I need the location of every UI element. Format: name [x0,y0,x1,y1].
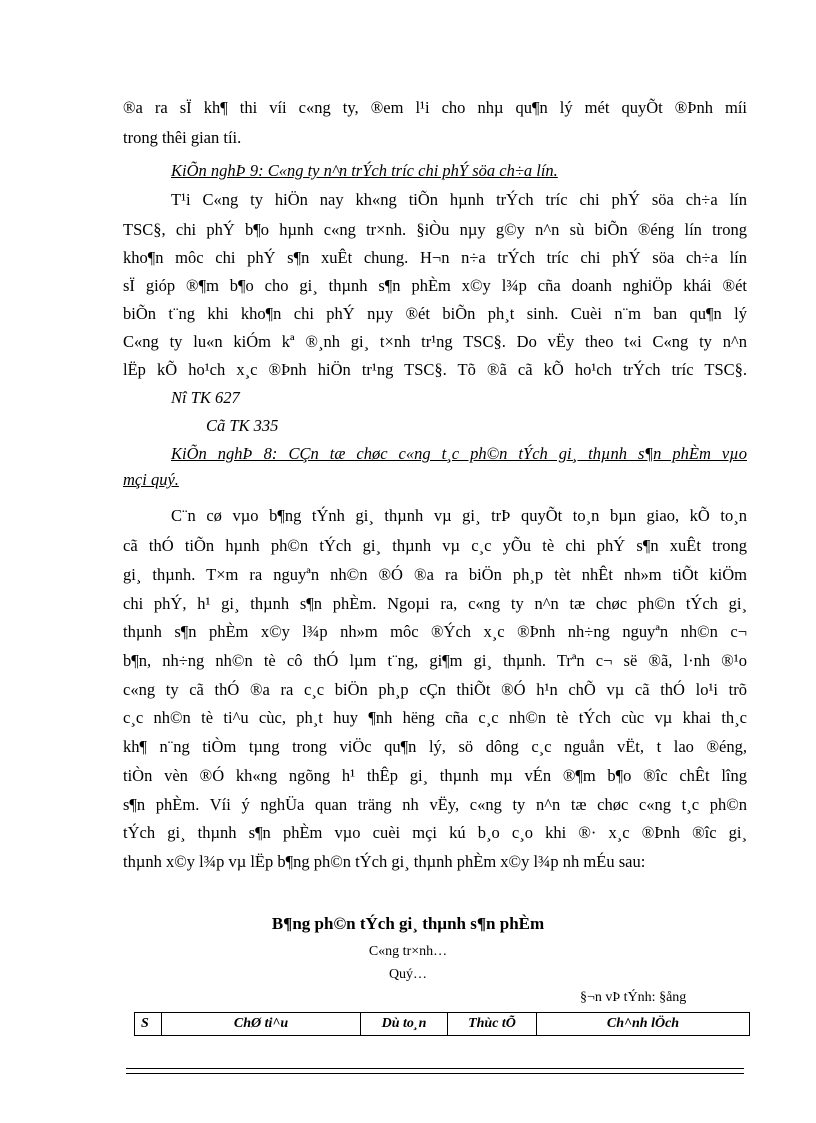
header-cell-item: ChØ ti^u [162,1013,361,1036]
paragraph-line: T¹i C«ng ty hiÖn nay kh«ng tiÕn hµnh trÝch tríc chi phÝ söa ch÷a lín [171,190,747,209]
recommendation-8-heading-cont: mçi quý. [123,470,179,489]
paragraph-line: C«ng ty lu«n kiÓm kª ®¸nh gi¸ t×nh tr¹ng TSC§. Do vËy theo t«i C«ng ty n^n [123,332,747,351]
project-label: C«ng tr×nh… [368,944,448,959]
paragraph-line: kh¶ n¨ng tiÒm tµng trong viÖc qu¶n lý, sö dông c¸c nguån vËt, t lao ®éng, [123,737,747,756]
quarter-label: Quý… [388,967,428,982]
paragraph-line: s¶n phÈm. Víi ý nghÜa quan träng nh vËy, c«ng ty n^n tæ chøc c«ng t¸c ph©n [123,795,747,814]
journal-entry-debit: Nî TK 627 [171,388,240,407]
header-cell-index: S [135,1013,162,1036]
paragraph-line: sÏ gióp ®¶m b¶o cho gi¸ thµnh s¶n phÈm x©y l¾p cña doanh nghiÖp khái ®ét [123,276,747,295]
table-title: B¶ng ph©n tÝch gi¸ thµnh s¶n phÈm [271,914,545,933]
paragraph-line: trong thêi gian tíi. [123,128,242,147]
paragraph-line: c«ng ty cã thÓ ®a ra c¸c biÖn ph¸p cÇn thiÕt ®Ó h¹n chÕ vµ cã thÓ lo¹i trõ [123,680,747,699]
recommendation-8-heading: KiÕn nghÞ 8: CÇn tæ chøc c«ng t¸c ph©n tÝch gi¸ thµnh s¶n phÈm vµo [171,444,747,463]
paragraph-line: chi phÝ, h¹ gi¸ thµnh s¶n phÈm. Ngoµi ra, c«ng ty n^n tæ chøc ph©n tÝch gi¸ [123,594,747,613]
paragraph-line: biÕn t¨ng khi kho¶n chi phÝ nµy ®ét biÕn ph¸t sinh. Cuèi n¨m ban qu¶n lý [123,304,747,323]
paragraph-line: thµnh x©y l¾p vµ lËp b¶ng ph©n tÝch gi¸ thµnh phÈm x©y l¾p nh mÉu sau: [123,852,646,871]
paragraph-line: thµnh s¶n phÈm x©y l¾p nh»m môc ®Ých x¸c ®Þnh nh÷ng nguyªn nh©n c¬ [123,622,747,641]
journal-entry-credit: Cã TK 335 [206,416,279,435]
header-cell-difference: Ch^nh lÖch [537,1013,750,1036]
header-cell-estimate: Dù to¸n [361,1013,448,1036]
paragraph-line: ®a ra sÏ kh¶ thi víi c«ng ty, ®em l¹i cho nhµ qu¶n lý mét quyÕt ®Þnh míi [123,98,747,117]
analysis-table [134,1012,750,1036]
paragraph-line: b¶n, nh÷ng nh©n tè cô thÓ lµm t¨ng, gi¶m gi¸ thµnh. Trªn c¬ së ®ã, l·nh ®¹o [123,651,747,670]
paragraph-line: TSC§, chi phÝ b¶o hµnh c«ng tr×nh. §iÒu nµy g©y n^n sù biÕn ®éng lín trong [123,220,747,239]
paragraph-line: c¸c nh©n tè ti^u cùc, ph¸t huy ¶nh hëng cña c¸c nh©n tè tÝch cùc vµ khai th¸c [123,708,747,727]
paragraph-line: tÝch gi¸ thµnh s¶n phÈm vµo cuèi mçi kú b¸o c¸o khi ®· x¸c ®Þnh ®îc gi¸ [123,823,747,842]
paragraph-line: C¨n cø vµo b¶ng tÝnh gi¸ thµnh vµ gi¸ trÞ quyÕt to¸n bµn giao, kÕ to¸n [171,506,747,525]
paragraph-line: cã thÓ tiÕn hµnh ph©n tÝch gi¸ thµnh vµ c¸c yÕu tè chi phÝ s¶n xuÊt trong [123,536,747,555]
table-header-row [135,1013,750,1036]
header-cell-actual: Thùc tÕ [448,1013,537,1036]
paragraph-line: lËp kÕ ho¹ch x¸c ®Þnh hiÖn tr¹ng TSC§. Tõ ®ã cã kÕ ho¹ch trÝch tríc TSC§. [123,360,747,379]
paragraph-line: gi¸ thµnh. T×m ra nguyªn nh©n ®Ó ®a ra biÖn ph¸p tèt nhÊt nh»m tiÕt kiÖm [123,565,747,584]
unit-label: §¬n vÞ tÝnh: §ång [580,990,687,1005]
footer-rule [126,1073,744,1074]
recommendation-9-heading: KiÕn nghÞ 9: C«ng ty n^n trÝch tríc chi phÝ söa ch÷a lín. [171,161,558,180]
paragraph-line: kho¶n môc chi phÝ s¶n xuÊt chung. H¬n n÷a trÝch tríc chi phÝ söa ch÷a lín [123,248,747,267]
paragraph-line: tiÒn vèn ®Ó kh«ng ngõng h¹ thÊp gi¸ thµnh mµ vÉn ®¶m b¶o ®îc chÊt lîng [123,766,747,785]
footer-rule [126,1068,744,1069]
